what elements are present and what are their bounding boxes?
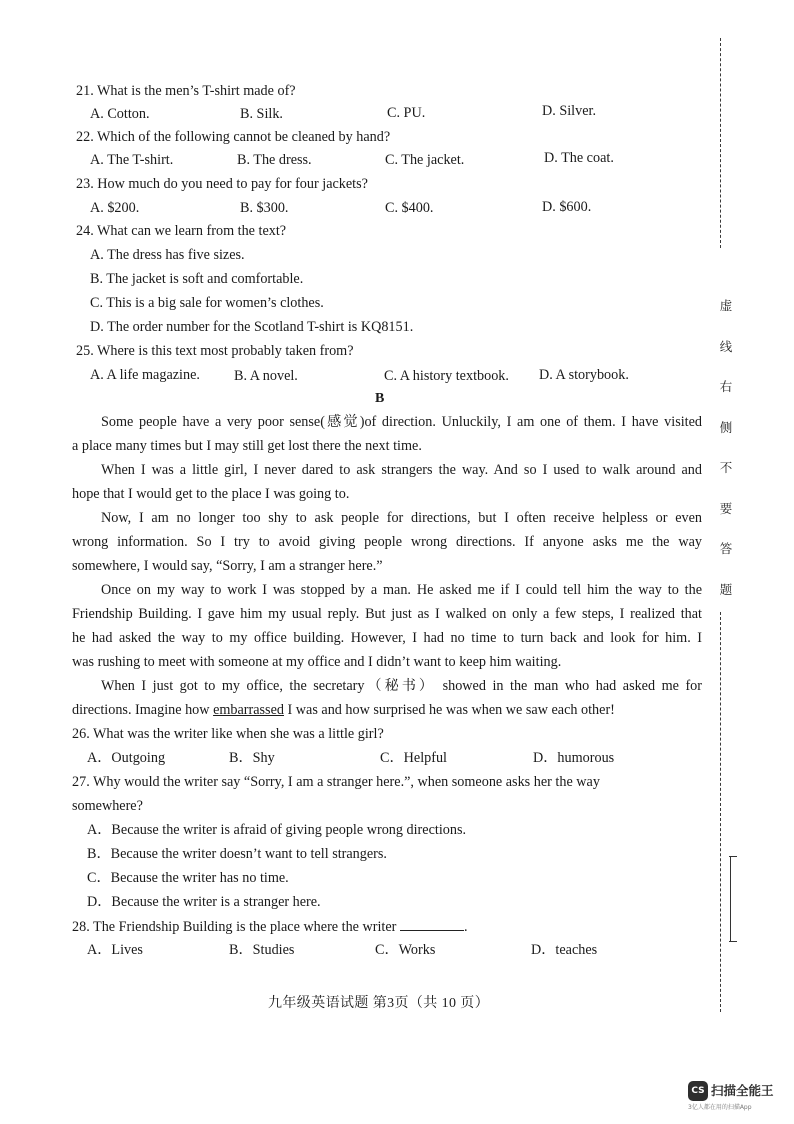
watermark-subtitle: 3亿人都在用的扫描App (688, 1104, 752, 1111)
q27-stem-line1: 27. Why would the writer say “Sorry, I am a stranger here.”, when someone asks her the way (72, 774, 600, 790)
q26-option-b: B．Shy (229, 750, 275, 766)
scanner-watermark (688, 1078, 788, 1114)
margin-bracket (730, 856, 739, 942)
q22-option-d: D. The coat. (544, 150, 614, 166)
passage-p4-line2: Friendship Building. I gave him my usual reply. But just as I walked on only a few steps, I realized that (72, 606, 702, 622)
passage-p3-line2: wrong information. So I try to avoid giving people wrong directions. If anyone asks me the way (72, 534, 702, 550)
q28-option-c: C．Works (375, 942, 436, 958)
passage-p3-line1: Now, I am no longer too shy to ask people for directions, but I often receive helpless or even (101, 510, 702, 526)
answer-blank (400, 916, 464, 931)
passage-p4-line1: Once on my way to work I was stopped by a man. He asked me if I could tell him the way to the (101, 582, 702, 598)
q28-option-d: D．teaches (531, 942, 598, 958)
q23-stem: 23. How much do you need to pay for four jackets? (76, 176, 368, 192)
q26-option-c: C．Helpful (380, 750, 447, 766)
q25-option-a: A. A life magazine. (90, 367, 200, 383)
camscanner-logo-icon: CS (688, 1081, 708, 1101)
section-b-heading: B (375, 391, 385, 406)
passage-p5-line1: When I just got to my office, the secretary（秘书） showed in the man who had asked me for (101, 678, 702, 694)
q22-option-a: A. The T-shirt. (90, 152, 174, 168)
passage-p1-line1: Some people have a very poor sense(感觉)of direction. Unluckily, I am one of them. I have visited (101, 414, 702, 430)
q22-option-b: B. The dress. (237, 152, 312, 168)
passage-p4-line3: he had asked the way to my office building. However, I had no time to turn back and look for him. I (72, 630, 702, 646)
q23-option-d: D. $600. (542, 199, 592, 215)
q27-option-a: A．Because the writer is afraid of giving people wrong directions. (87, 822, 467, 838)
q25-stem: 25. Where is this text most probably taken from? (76, 343, 354, 359)
q26-stem: 26. What was the writer like when she was a little girl? (72, 726, 384, 742)
passage-p1-line2: a place many times but I may still get lost there the next time. (72, 438, 422, 454)
cut-line-top (720, 38, 721, 248)
margin-instruction: 虚 线 右 侧 不 要 答 题 (719, 298, 733, 597)
cut-line-bottom (720, 612, 721, 1012)
q27-stem-line2: somewhere? (72, 798, 143, 814)
q24-stem: 24. What can we learn from the text? (76, 223, 287, 239)
passage-p2-line1: When I was a little girl, I never dared to ask strangers the way. And so I used to walk around and (101, 462, 702, 478)
q25-option-b: B. A novel. (234, 368, 298, 384)
q27-option-c: C．Because the writer has no time. (87, 870, 289, 886)
q21-option-c: C. PU. (387, 105, 426, 121)
q23-option-a: A. $200. (90, 200, 140, 216)
q28-option-a: A．Lives (87, 942, 143, 958)
q24-option-b: B. The jacket is soft and comfortable. (90, 271, 304, 287)
q24-option-c: C. This is a big sale for women’s clothes. (90, 295, 324, 311)
passage-p2-line2: hope that I would get to the place I was going to. (72, 486, 350, 502)
passage-p5-line2: directions. Imagine how embarrassed I was and how surprised he was when we saw each other! (72, 702, 615, 718)
q26-option-a: A．Outgoing (87, 750, 166, 766)
q28-stem: 28. The Friendship Building is the place where the writer . (72, 916, 468, 937)
q27-option-b: B．Because the writer doesn’t want to tell strangers. (87, 846, 387, 862)
q24-option-d: D. The order number for the Scotland T-shirt is KQ8151. (90, 319, 414, 335)
q25-option-d: D. A storybook. (539, 367, 629, 383)
q25-option-c: C. A history textbook. (384, 368, 509, 384)
q21-option-a: A. Cotton. (90, 106, 150, 122)
q28-option-b: B．Studies (229, 942, 295, 958)
q22-option-c: C. The jacket. (385, 152, 465, 168)
q23-option-b: B. $300. (240, 200, 289, 216)
q26-option-d: D．humorous (533, 750, 615, 766)
q22-stem: 22. Which of the following cannot be cleaned by hand? (76, 129, 391, 145)
q23-option-c: C. $400. (385, 200, 434, 216)
watermark-name: 扫描全能王 (711, 1083, 774, 1098)
q27-option-d: D．Because the writer is a stranger here. (87, 894, 321, 910)
passage-p3-line3: somewhere, I would say, “Sorry, I am a stranger here.” (72, 558, 383, 574)
page-footer: 九年级英语试题 第3页（共 10 页） (268, 996, 490, 1011)
q24-option-a: A. The dress has five sizes. (90, 247, 245, 263)
passage-p4-line4: was rushing to meet with someone at my office and I didn’t want to keep him waiting. (72, 654, 562, 670)
underlined-word: embarrassed (213, 702, 284, 718)
q21-option-d: D. Silver. (542, 103, 596, 119)
q21-stem: 21. What is the men’s T-shirt made of? (76, 83, 296, 99)
q21-option-b: B. Silk. (240, 106, 283, 122)
